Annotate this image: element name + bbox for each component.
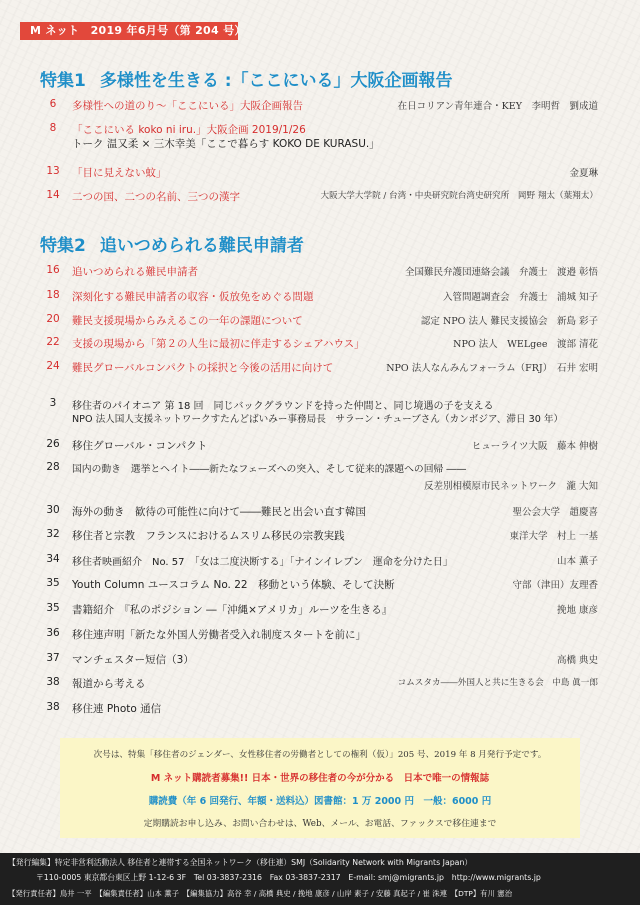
toc-author: 認定 NPO 法人 難民支援協会 新島 彩子 — [420, 316, 598, 327]
toc-title: 二つの国、二つの名前、三つの漢字 — [72, 191, 240, 203]
toc-page: 14 — [46, 189, 60, 201]
toc-page: 13 — [46, 165, 60, 177]
toc-author: 全国難民弁護団連絡会議 弁護士 渡邉 彰悟 — [404, 267, 598, 278]
toc-title: 移住者と宗教 フランスにおけるムスリム移民の宗教実践 — [72, 530, 345, 542]
next-issue-text: 次号は、特集「移住者のジェンダー、女性移住者の労働者としての権利（仮）」205 号、2019 年 8 月発行予定です。 — [93, 750, 547, 760]
toc-page: 35 — [46, 577, 60, 589]
toc-author: 金夏琳 — [569, 168, 598, 179]
toc-author: 反差別相模原市民ネットワーク 瀧 大知 — [423, 481, 598, 492]
subscription-fee: 購読費（年 6 回発行、年額・送料込）図書館：1 万 2000 円 一般：6000 円 — [148, 796, 492, 807]
toc-author: コムスタカ――外国人と共に生きる会 中島 眞一郎 — [397, 678, 598, 688]
toc-page: 34 — [46, 553, 60, 565]
staff-line: 【発行責任者】鳥井 一平 【編集責任者】山本 薫子 【編集協力】高谷 幸 / 高橋 典史 / 挽地 康彦 / 山岸 素子 / 安藤 真起子 / 崔 洙連 【DTP】有川 憲治 — [8, 889, 513, 898]
toc-page: 30 — [46, 504, 60, 516]
toc-page: 38 — [46, 676, 60, 688]
toc-author: 大阪大学大学院 / 台湾・中央研究院台湾史研究所 岡野 翔太（葉翔太） — [320, 191, 598, 201]
toc-author: 高橋 典史 — [556, 655, 598, 666]
toc-title: 報道から考える — [72, 678, 146, 690]
toc-page: 28 — [46, 461, 60, 473]
toc-title: 移住連声明「新たな外国人労働者受入れ制度スタートを前に」 — [72, 629, 366, 641]
toc-page: 8 — [49, 122, 57, 134]
publisher-info — [0, 853, 640, 905]
toc-title: 深刻化する難民申請者の収容・仮放免をめぐる問題 — [72, 291, 314, 303]
toc-page: 38 — [46, 701, 60, 713]
toc-title: 「ここにいる koko ni iru.」大阪企画 2019/1/26 — [72, 124, 306, 136]
toc-title: 難民グローバルコンパクトの採択と今後の活用に向けて — [72, 362, 334, 374]
toc-page: 6 — [49, 98, 57, 110]
toc-author: 挽地 康彦 — [556, 605, 598, 616]
toc-title: 移住者映画紹介 No. 57 「女は二度決断する」「ナインイレブン 運命を分けた日」 — [72, 557, 453, 568]
toc-page: 35 — [46, 602, 60, 614]
toc-page: 22 — [46, 336, 60, 348]
toc-title: 書籍紹介 『私のポジション ―「沖縄×アメリカ」ルーツを生きる』 — [72, 604, 393, 616]
toc-page: 36 — [46, 627, 60, 639]
toc-page: 24 — [46, 360, 60, 372]
toc-title: 支援の現場から「第２の人生に最初に伴走するシェアハウス」 — [72, 338, 365, 350]
toc-author: 在日コリアン青年連合・KEY 李明哲 劉成道 — [397, 101, 598, 112]
toc-title: 移住連 Photo 通信 — [72, 703, 162, 715]
toc-title: 「目に見えない蚊」 — [72, 167, 167, 179]
special2-title: 追いつめられる難民申請者 — [99, 236, 304, 256]
toc-author: NPO 法人なんみんフォーラム（FRJ） 石井 宏明 — [386, 363, 598, 374]
subscription-promo: M ネット購読者募集!! 日本・世界の移住者の今が分かる 日本で唯一の情報誌 — [150, 773, 490, 784]
toc-title: 難民支援現場からみえるこの一年の課題について — [72, 315, 303, 327]
special2-number: 特集2 — [40, 236, 86, 256]
toc-title-line2: トーク 温又柔 × 三木幸美「ここで暮らす KOKO DE KURASU.」 — [72, 138, 380, 150]
toc-title-line2: NPO 法人国人支援ネットワークすたんどばいみー事務局長 サラーン・チューブさん（カンボジア、滞日 30 年） — [72, 414, 564, 425]
special1-title: 多様性を生きる :「ここにいる」大阪企画報告 — [99, 71, 453, 91]
toc-page: 37 — [46, 652, 60, 664]
toc-page: 26 — [46, 438, 60, 450]
special2-heading — [40, 231, 304, 256]
toc-page: 3 — [49, 397, 57, 409]
issue-badge: M ネット 2019 年6月号（第 204 号） — [20, 22, 238, 40]
toc-page: 20 — [46, 313, 60, 325]
toc-author: 入管問題調査会 弁護士 浦城 知子 — [442, 292, 598, 303]
toc-author: 東洋大学 村上 一基 — [509, 531, 598, 542]
special1-number: 特集1 — [40, 71, 86, 91]
toc-title: 国内の動き 選挙とヘイト――新たなフェーズへの突入、そして従来的課題への回帰 ―― — [72, 464, 467, 475]
toc-author: ヒューライツ大阪 藤本 伸樹 — [471, 441, 598, 452]
toc-title: 追いつめられる難民申請者 — [72, 266, 198, 278]
toc-title: Youth Column ユースコラム No. 22 移動という体験、そして決断 — [72, 579, 395, 591]
toc-author: NPO 法人 WELgee 渡部 清花 — [453, 339, 598, 350]
toc-title: 移住者のパイオニア 第 18 回 同じバックグラウンドを持った仲間と、同じ境遇の子を支える — [72, 401, 494, 412]
toc-title: 多様性への道のり～「ここにいる」大阪企画報告 — [72, 100, 303, 112]
toc-title: マンチェスター短信（3） — [72, 654, 194, 666]
toc-page: 16 — [46, 264, 60, 276]
toc-page: 18 — [46, 289, 60, 301]
toc-author: 守部（津田）友理香 — [512, 580, 598, 591]
toc-page: 32 — [46, 528, 60, 540]
toc-author: 聖公会大学 趙慶喜 — [512, 507, 598, 518]
toc-title: 移住グローバル・コンパクト — [72, 440, 208, 452]
toc-author: 山本 薫子 — [556, 556, 598, 567]
publisher-line: 【発行編集】特定非営利活動法人 移住者と連帯する全国ネットワーク（移住連）SMJ（Solidarity Network with Migrants Japan） — [8, 858, 473, 867]
address-line: 〒110-0005 東京都台東区上野 1-12-6 3F Tel 03-3837-2316 Fax 03-3837-2317 E-mail: smj@migrants.jp http://www.migrants.jp — [36, 873, 541, 882]
toc-title: 海外の動き 歓待の可能性に向けて――難民と出会い直す韓国 — [72, 506, 366, 518]
subscription-contact: 定期購読お申し込み、お問い合わせは、Web、メール、お電話、ファックスで移住連まで — [143, 819, 497, 829]
next-issue-notice — [60, 738, 580, 838]
special1-heading — [40, 66, 453, 91]
